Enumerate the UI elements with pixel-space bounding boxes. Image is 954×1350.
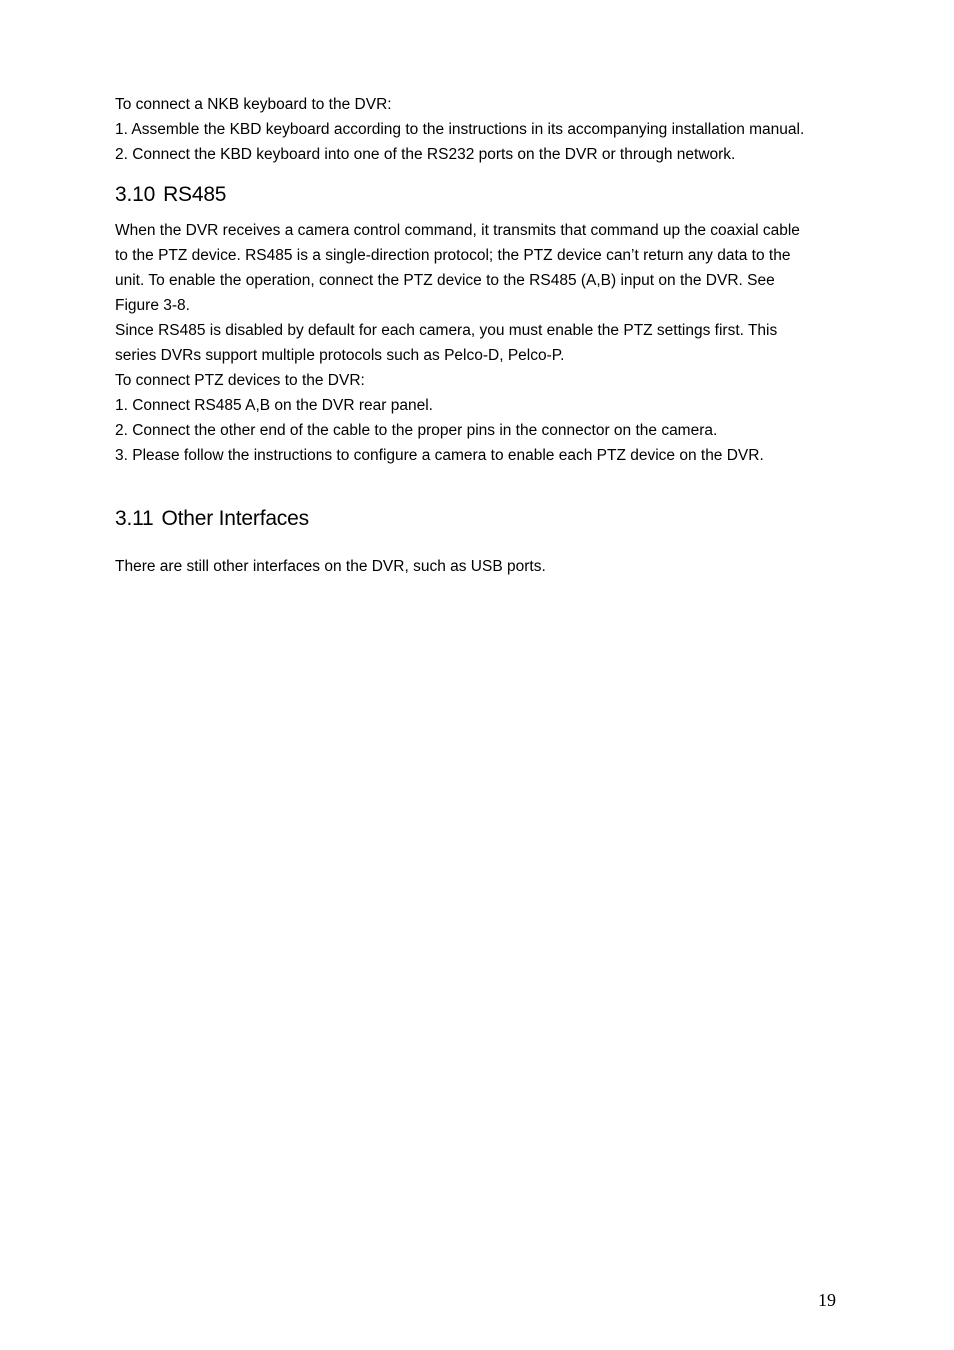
section-number: 3.10	[115, 183, 156, 206]
intro-paragraph	[115, 92, 875, 167]
other-interfaces-body	[115, 554, 875, 579]
text-line: When the DVR receives a camera control command, it transmits that command up the coaxial cable	[115, 222, 800, 239]
section-heading-rs485	[115, 182, 875, 208]
text-line: 2. Connect the other end of the cable to the proper pins in the connector on the camera.	[115, 422, 718, 439]
text-line: unit. To enable the operation, connect the PTZ device to the RS485 (A,B) input on the DVR. See	[115, 272, 775, 289]
text-line: 3. Please follow the instructions to configure a camera to enable each PTZ device on the DVR.	[115, 447, 764, 464]
text-line: There are still other interfaces on the DVR, such as USB ports.	[115, 558, 546, 575]
text-line: To connect a NKB keyboard to the DVR:	[115, 96, 392, 113]
text-line: 1. Assemble the KBD keyboard according to the instructions in its accompanying installation manual.	[115, 121, 805, 138]
text-line: To connect PTZ devices to the DVR:	[115, 372, 365, 389]
section-title: Other Interfaces	[161, 507, 309, 530]
text-line: to the PTZ device. RS485 is a single-direction protocol; the PTZ device can’t return any data to the	[115, 247, 791, 264]
rs485-body	[115, 218, 875, 468]
section-number: 3.11	[115, 507, 154, 530]
text-line: series DVRs support multiple protocols such as Pelco-D, Pelco-P.	[115, 347, 565, 364]
section-heading-other-interfaces	[115, 506, 875, 532]
text-line: Since RS485 is disabled by default for each camera, you must enable the PTZ settings first. This	[115, 322, 778, 339]
text-line: 2. Connect the KBD keyboard into one of the RS232 ports on the DVR or through network.	[115, 146, 736, 163]
document-page	[115, 92, 875, 579]
section-title: RS485	[163, 183, 227, 206]
page-number: 19	[818, 1290, 836, 1310]
text-line: Figure 3-8.	[115, 297, 190, 314]
text-line: 1. Connect RS485 A,B on the DVR rear panel.	[115, 397, 433, 414]
